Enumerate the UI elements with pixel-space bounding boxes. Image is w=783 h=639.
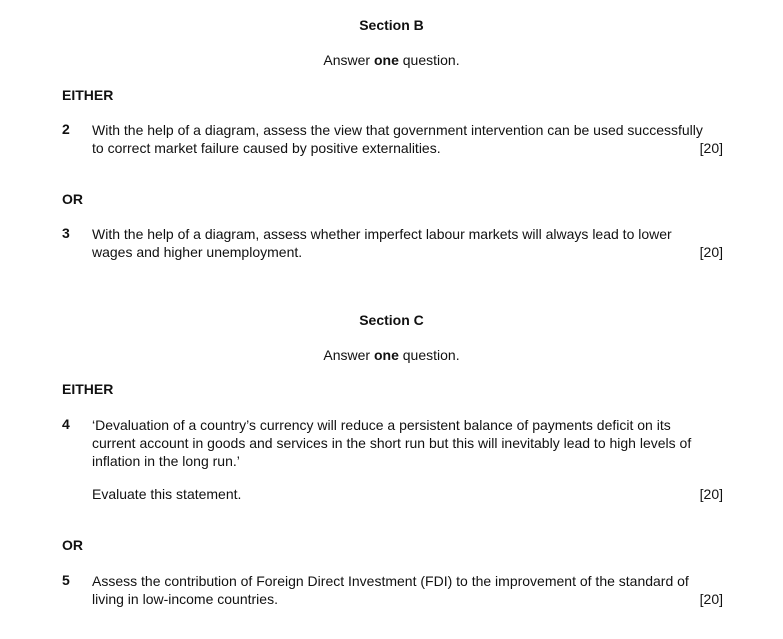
question-4-line-1: ‘Devaluation of a country’s currency will reduce a persistent balance of payments deficit on its xyxy=(92,417,671,433)
question-4-number: 4 xyxy=(62,416,70,432)
question-4-marks: [20] xyxy=(699,486,723,502)
question-4-evaluate: Evaluate this statement. xyxy=(92,486,242,502)
question-2-line-2: to correct market failure caused by positive externalities. xyxy=(92,140,441,156)
section-c-heading: Section C xyxy=(359,312,424,328)
question-5-marks: [20] xyxy=(699,591,723,607)
section-b-instruction xyxy=(0,52,783,68)
instruction-text: Answer xyxy=(323,52,374,68)
question-5-last-line xyxy=(92,590,723,608)
instruction-text: Answer xyxy=(323,347,374,363)
question-4-line-2: current account in goods and services in the short run but this will inevitably lead to high levels of xyxy=(92,435,692,451)
question-2-last-line xyxy=(92,139,723,157)
question-5-line-1: Assess the contribution of Foreign Direct Investment (FDI) to the improvement of the standard of xyxy=(92,573,689,589)
question-3-marks: [20] xyxy=(699,244,723,260)
question-2 xyxy=(92,121,723,157)
section-c-instruction xyxy=(0,347,783,363)
instruction-text: question. xyxy=(398,347,460,363)
question-3-last-line xyxy=(92,243,723,261)
question-2-number: 2 xyxy=(62,121,70,137)
question-4 xyxy=(92,416,723,470)
question-3-number: 3 xyxy=(62,225,70,241)
question-5-number: 5 xyxy=(62,572,70,588)
section-b-heading: Section B xyxy=(359,17,424,33)
question-3 xyxy=(92,225,723,261)
question-3-line-1: With the help of a diagram, assess whether imperfect labour markets will always lead to lower xyxy=(92,226,672,242)
question-2-marks: [20] xyxy=(699,140,723,156)
question-2-line-1: With the help of a diagram, assess the view that government intervention can be used successfully xyxy=(92,122,703,138)
question-4-evaluate-line xyxy=(92,485,723,503)
or-label-c: OR xyxy=(62,537,83,553)
either-label-c: EITHER xyxy=(62,381,114,397)
instruction-text: question. xyxy=(398,52,460,68)
either-label-b: EITHER xyxy=(62,87,114,103)
question-5-line-2: living in low-income countries. xyxy=(92,591,278,607)
instruction-emphasis: one xyxy=(373,347,399,363)
question-4-line-3: inflation in the long run.’ xyxy=(92,453,240,469)
question-3-line-2: wages and higher unemployment. xyxy=(92,244,303,260)
or-label-b: OR xyxy=(62,191,83,207)
instruction-emphasis: one xyxy=(373,52,399,68)
question-5 xyxy=(92,572,723,608)
